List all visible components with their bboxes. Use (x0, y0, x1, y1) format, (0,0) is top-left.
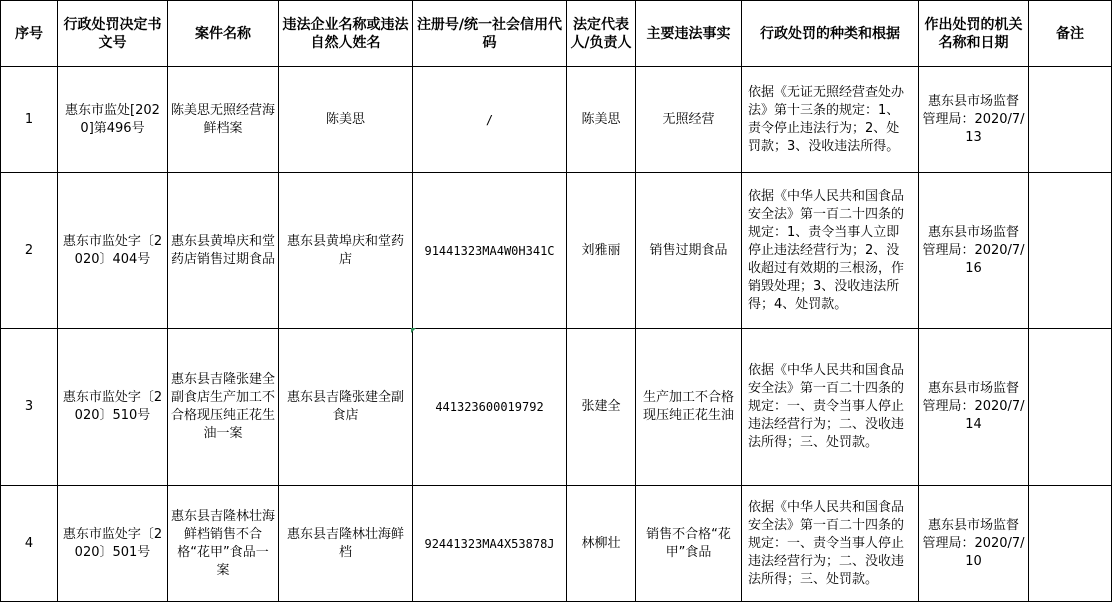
cell-party: 陈美思 (279, 67, 413, 173)
header-cell-basis: 行政处罚的种类和根据 (742, 1, 919, 67)
cell-doc-no: 惠东市监处字〔2020〕501号 (58, 486, 168, 602)
cell-party: 惠东县吉隆张建全副食店 (279, 329, 413, 486)
cell-note (1029, 486, 1112, 602)
cell-basis: 依据《中华人民共和国食品安全法》第一百二十四条的规定：一、责令当事人停止违法经营行为；二、没收违法所得；三、处罚款。 (742, 329, 919, 486)
cell-party: 惠东县吉隆林壮海鲜档 (279, 486, 413, 602)
cell-case: 陈美思无照经营海鲜档案 (168, 67, 279, 173)
cell-case: 惠东县黄埠庆和堂药店销售过期食品 (168, 173, 279, 329)
cell-no: 3 (1, 329, 58, 486)
cell-note (1029, 67, 1112, 173)
cell-basis: 依据《中华人民共和国食品安全法》第一百二十四条的规定：一、责令当事人停止违法经营行为；二、没收违法所得；三、处罚款。 (742, 486, 919, 602)
cell-reg: 91441323MA4W0H341C (413, 173, 567, 329)
cell-rep: 刘雅丽 (567, 173, 636, 329)
cell-no: 2 (1, 173, 58, 329)
cell-rep: 张建全 (567, 329, 636, 486)
table-row (1, 329, 1112, 486)
cell-org-date: 惠东县市场监督管理局：2020/7/14 (919, 329, 1029, 486)
header-cell-no: 序号 (1, 1, 58, 67)
header-cell-fact: 主要违法事实 (636, 1, 742, 67)
cell-org-date: 惠东县市场监督管理局：2020/7/16 (919, 173, 1029, 329)
cell-fact: 销售过期食品 (636, 173, 742, 329)
cell-org-date: 惠东县市场监督管理局：2020/7/13 (919, 67, 1029, 173)
cell-rep: 陈美思 (567, 67, 636, 173)
header-cell-reg: 注册号/统一社会信用代码 (413, 1, 567, 67)
header-cell-party: 违法企业名称或违法自然人姓名 (279, 1, 413, 67)
cell-fact: 销售不合格“花甲”食品 (636, 486, 742, 602)
cell-no: 1 (1, 67, 58, 173)
header-cell-case: 案件名称 (168, 1, 279, 67)
header-cell-note: 备注 (1029, 1, 1112, 67)
cell-reg: 441323600019792 (413, 329, 567, 486)
cell-fact: 无照经营 (636, 67, 742, 173)
cell-reg: 92441323MA4X53878J (413, 486, 567, 602)
cell-org-date: 惠东县市场监督管理局：2020/7/10 (919, 486, 1029, 602)
table-row (1, 173, 1112, 329)
cell-case: 惠东县吉隆张建全副食店生产加工不合格现压纯正花生油一案 (168, 329, 279, 486)
header-cell-rep: 法定代表人/负责人 (567, 1, 636, 67)
cell-doc-no: 惠东市监处[2020]第496号 (58, 67, 168, 173)
cell-comment-marker-icon (411, 328, 416, 333)
cell-note (1029, 173, 1112, 329)
cell-rep: 林柳壮 (567, 486, 636, 602)
table-row (1, 67, 1112, 173)
cell-doc-no: 惠东市监处字〔2020〕510号 (58, 329, 168, 486)
cell-basis: 依据《无证无照经营查处办法》第十三条的规定：1、责令停止违法行为；2、处罚款；3、没收违法所得。 (742, 67, 919, 173)
cell-reg: / (413, 67, 567, 173)
cell-case: 惠东县吉隆林壮海鲜档销售不合格“花甲”食品一案 (168, 486, 279, 602)
header-cell-doc-no: 行政处罚决定书文号 (58, 1, 168, 67)
cell-basis: 依据《中华人民共和国食品安全法》第一百二十四条的规定：1、责令当事人立即停止违法经营行为；2、没收超过有效期的三根汤，作销毁处理；3、没收违法所得；4、处罚款。 (742, 173, 919, 329)
table-row (1, 486, 1112, 602)
cell-party: 惠东县黄埠庆和堂药店 (279, 173, 413, 329)
cell-no: 4 (1, 486, 58, 602)
header-cell-org-date: 作出处罚的机关名称和日期 (919, 1, 1029, 67)
cell-doc-no: 惠东市监处字〔2020〕404号 (58, 173, 168, 329)
header-row (1, 1, 1112, 67)
cell-note (1029, 329, 1112, 486)
cell-fact: 生产加工不合格现压纯正花生油 (636, 329, 742, 486)
